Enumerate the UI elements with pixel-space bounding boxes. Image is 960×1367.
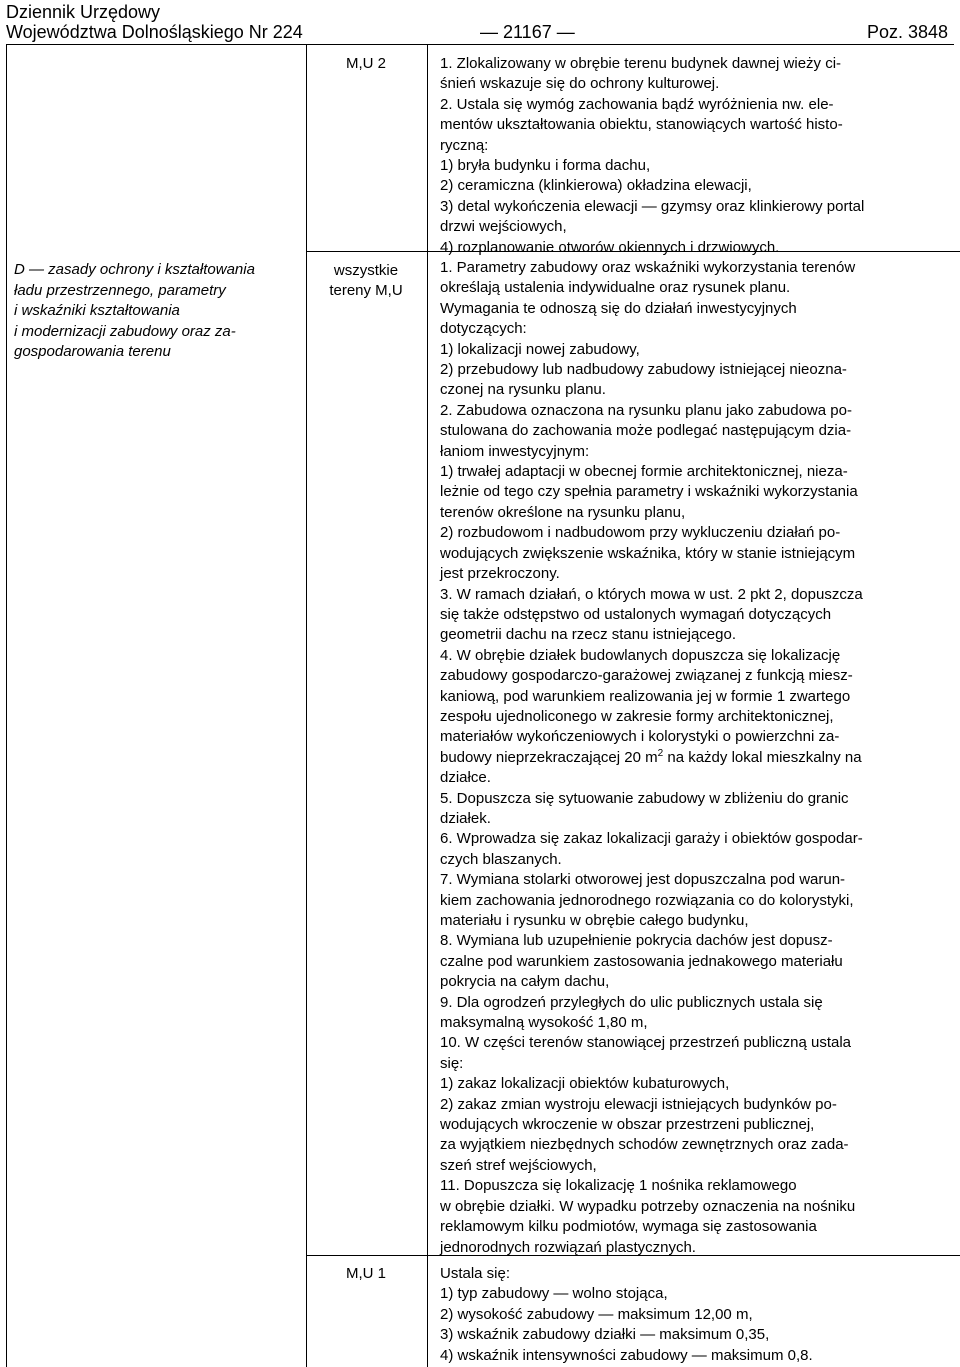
journal-subtitle: Województwa Dolnośląskiego Nr 224	[6, 22, 303, 42]
provision-line: łaniom inwestycyjnym:	[440, 442, 590, 460]
section-label-line: i wskaźniki kształtowania	[14, 302, 180, 319]
provision-line: 8. Wymiana lub uzupełnienie pokrycia dachów jest dopusz-	[440, 932, 833, 950]
code-line: tereny M,U	[329, 282, 403, 300]
provision-line: jednorodnych rozwiązań plastycznych.	[440, 1238, 696, 1256]
column-divider-2	[427, 44, 428, 1367]
section-label-line: D — zasady ochrony i kształtowania	[14, 261, 255, 278]
square-meter-exponent: 2	[657, 747, 664, 759]
regulation-table	[0, 44, 960, 1367]
section-label-line: ładu przestrzennego, parametry	[14, 281, 226, 299]
provisions-mu2	[440, 54, 950, 258]
provision-line: zespołu ujednoliconego w zakresie formy architektonicznej,	[440, 707, 834, 725]
position-number: Poz. 3848	[866, 22, 948, 42]
provision-line: jest przekroczony.	[440, 565, 560, 583]
provision-line: maksymalną wysokość 1,80 m,	[440, 1014, 648, 1032]
provision-line: za wyjątkiem niezbędnych schodów zewnętrznych oraz zada-	[440, 1136, 849, 1154]
provision-line: 2) ceramiczna (klinkierowa) okładzina elewacji,	[440, 177, 752, 195]
provision-line: Ustala się:	[440, 1265, 511, 1282]
provision-line: wodujących zwiększenie wskaźnika, który w stanie istniejącym	[440, 544, 856, 562]
provision-line: 2) wysokość zabudowy — maksimum 12,00 m,	[440, 1305, 753, 1323]
provision-line: śnień wskazuje się do ochrony kulturowej.	[440, 75, 720, 93]
surface-text-after: na każdy lokal mieszkalny na	[667, 748, 862, 766]
provision-line: 2) zakaz zmian wystroju elewacji istniejących budynków po-	[440, 1095, 837, 1113]
provisions-mu1	[440, 1264, 950, 1366]
provision-line: 2) przebudowy lub nadbudowy zabudowy istniejącej nieozna-	[440, 361, 847, 379]
surface-text-before: budowy nieprzekraczającej 20 m	[440, 748, 658, 766]
provision-line: 3) wskaźnik zabudowy działki — maksimum 0,35,	[440, 1326, 770, 1344]
provision-line: 3. W ramach działań, o których mowa w ust. 2 pkt 2, dopuszcza	[440, 585, 863, 603]
provision-line: działce.	[440, 769, 491, 787]
provision-line: wodujących wkroczenie w obszar przestrzeni publicznej,	[440, 1116, 815, 1134]
provision-line: czalne pod warunkiem zastosowania jednakowego materiału	[440, 952, 843, 970]
provision-line: w obrębie działki. W wypadku potrzeby oznaczenia na nośniku	[440, 1197, 856, 1215]
provision-line: się także odstępstwo od ustalonych wymagań dotyczących	[440, 605, 832, 623]
code-mu1: M,U 1	[345, 1265, 386, 1282]
page-number: — 21167 —	[480, 22, 575, 42]
provision-line: 4) rozplanowanie otworów okiennych i drzwiowych.	[440, 238, 780, 256]
code-line: wszystkie	[333, 262, 399, 279]
provision-line: 2) rozbudowom i nadbudowom przy wykluczeniu działań po-	[440, 524, 841, 542]
provision-line: materiałów wykończeniowych i kolorystyki o powierzchni za-	[440, 728, 840, 746]
provision-line: czych blaszanych.	[440, 850, 562, 868]
code-all-terrains	[308, 261, 424, 302]
provision-line: czonej na rysunku planu.	[440, 381, 606, 399]
provision-line: określają ustalenia indywidualne oraz rysunek planu.	[440, 279, 791, 297]
provision-line: drzwi wejściowych,	[440, 218, 567, 236]
provision-line: 3) detal wykończenia elewacji — gzymsy oraz klinkierowy portal	[440, 197, 865, 215]
code-mu2: M,U 2	[345, 55, 386, 72]
provision-line: 1) lokalizacji nowej zabudowy,	[440, 340, 640, 358]
provision-line: reklamowym kilku podmiotów, wymaga się zastosowania	[440, 1218, 817, 1236]
section-label-line: gospodarowania terenu	[14, 343, 171, 360]
provision-line: 9. Dla ogrodzeń przyległych do ulic publicznych ustala się	[440, 993, 823, 1011]
provision-line: ryczną:	[440, 136, 489, 154]
provision-line: stulowana do zachowania może podlegać następującym dzia-	[440, 422, 852, 440]
provision-line: geometrii dachu na rzecz stanu istniejącego.	[440, 626, 737, 644]
provision-line: dotyczących:	[440, 320, 527, 338]
page-header	[0, 0, 960, 44]
provision-line: pokrycia na całym dachu,	[440, 973, 610, 991]
provision-line: 10. W części terenów stanowiącej przestrzeń publiczną ustala	[440, 1034, 852, 1052]
provision-line: mentów ukształtowania obiektu, stanowiących wartość histo-	[440, 116, 843, 134]
provision-line: 5. Dopuszcza się sytuowanie zabudowy w zbliżeniu do granic	[440, 789, 849, 807]
provision-line: 1) zakaz lokalizacji obiektów kubaturowych,	[440, 1075, 730, 1093]
provision-line: 4) wskaźnik intensywności zabudowy — maksimum 0,8.	[440, 1346, 813, 1364]
provision-line: kaniową, pod warunkiem realizowania jej w formie 1 zwartego	[440, 687, 851, 705]
section-label-d	[14, 260, 304, 363]
provision-line: 4. W obrębie działek budowlanych dopuszcza się lokalizację	[440, 646, 841, 664]
provision-line: 1) trwałej adaptacji w obecnej formie architektonicznej, nieza-	[440, 463, 848, 481]
table-border-left	[6, 44, 7, 1367]
provision-line: 11. Dopuszcza się lokalizację 1 nośnika reklamowego	[440, 1177, 797, 1195]
provision-line: szeń stref wejściowych,	[440, 1156, 597, 1174]
provision-line: 2. Ustala się wymóg zachowania bądź wyróżnienia nw. ele-	[440, 95, 834, 113]
provisions-part-b	[440, 768, 950, 1258]
provision-line: leżnie od tego czy spełnia parametry i wskaźniki wykorzystania	[440, 483, 858, 501]
provision-line: 1. Parametry zabudowy oraz wskaźniki wykorzystania terenów	[440, 259, 856, 276]
provision-line: się:	[440, 1054, 464, 1072]
provisions-part-a	[440, 258, 950, 748]
provision-line: materiału i rysunku w obrębie całego budynku,	[440, 912, 749, 929]
provisions-all-terrains	[440, 258, 950, 1258]
provision-line: 1) bryła budynku i forma dachu,	[440, 157, 651, 175]
provision-line: kiem zachowania jednorodnego rozwiązania co do kolorystyki,	[440, 891, 854, 909]
column-divider-1	[306, 44, 307, 1367]
provision-line: 1) typ zabudowy — wolno stojąca,	[440, 1285, 668, 1303]
provision-line: działek.	[440, 809, 491, 827]
provision-line: 7. Wymiana stolarki otworowej jest dopuszczalna pod warun-	[440, 871, 846, 889]
surface-area-line	[440, 748, 950, 768]
provision-line: terenów określone na rysunku planu,	[440, 503, 686, 521]
provision-line: 2. Zabudowa oznaczona na rysunku planu jako zabudowa po-	[440, 401, 852, 419]
provision-line: 1. Zlokalizowany w obrębie terenu budynek dawnej wieży ci-	[440, 55, 842, 72]
section-label-line: i modernizacji zabudowy oraz za-	[14, 322, 236, 340]
provision-line: Wymagania te odnoszą się do działań inwestycyjnych	[440, 299, 797, 317]
provision-line: 6. Wprowadza się zakaz lokalizacji garaży i obiektów gospodar-	[440, 830, 863, 848]
provision-line: zabudowy gospodarczo-garażowej związanej z funkcją miesz-	[440, 667, 853, 685]
journal-title: Dziennik Urzędowy	[6, 2, 161, 22]
